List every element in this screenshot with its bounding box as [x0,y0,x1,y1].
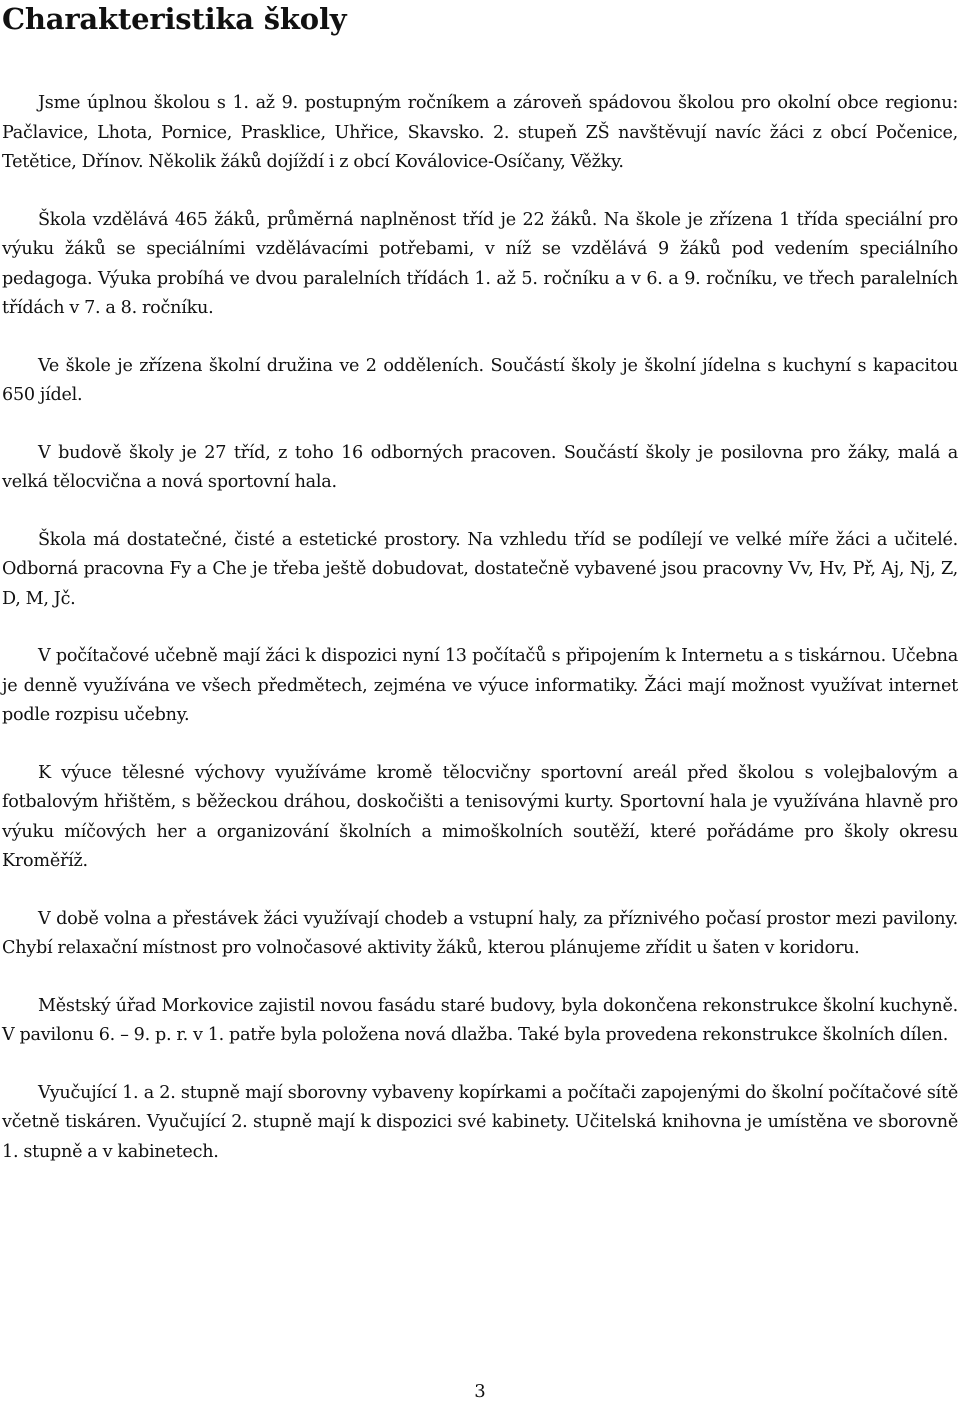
page-number: 3 [474,1381,486,1402]
paragraph-building: V budově školy je 27 tříd, z toho 16 odborných pracoven. Součástí školy je posilovna pro žáky, malá a velká tělocvična a nová sportovní hala. [2,442,958,492]
paragraph-pupils: Škola vzdělává 465 žáků, průměrná naplněnost tříd je 22 žáků. Na škole je zřízena 1 třída speciální pro výuku žáků se speciálními vzdělávacími potřebami, v níž se vzdělává 9 žáků pod vedením speciálního pedagoga. Výuka probíhá ve dvou paralelních třídách 1. až 5. ročníku a v 6. a 9. ročníku, ve třech paralelních třídách v 7. a 8. ročníku. [2,209,958,318]
body-text [2,89,958,1167]
paragraph-computer-room: V počítačové učebně mají žáci k dispozici nyní 13 počítačů s připojením k Internetu a s tiskárnou. Učebna je denně využívána ve všech předmětech, zejména ve výuce informatiky. Žáci mají možnost využívat internet podle rozpisu učebny. [2,646,958,725]
paragraph-breaks: V době volna a přestávek žáci využívají chodeb a vstupní haly, za příznivého počasí prostor mezi pavilony. Chybí relaxační místnost pro volnočasové aktivity žáků, kterou plánujeme zřídit u šaten v koridoru. [2,908,958,958]
document-page [2,0,958,1195]
paragraph-school-type: Jsme úplnou školou s 1. až 9. postupným ročníkem a zároveň spádovou školou pro okolní obce regionu: Pačlavice, Lhota, Pornice, Prasklice, Uhřice, Skavsko. 2. stupeň ZŠ navštěvují navíc žáci z obcí Počenice, Tetětice, Dřínov. Několik žáků dojíždí i z obcí Koválovice-Osíčany, Věžky. [2,93,958,172]
paragraph-reconstruction: Městský úřad Morkovice zajistil novou fasádu staré budovy, byla dokončena rekonstrukce školní kuchyně. V pavilonu 6. – 9. p. r. v 1. patře byla položena nová dlažba. Také byla provedena rekonstrukce školních dílen. [2,995,958,1045]
paragraph-sports: K výuce tělesné výchovy využíváme kromě tělocvičny sportovní areál před školou s volejbalovým a fotbalovým hřištěm, s běžeckou dráhou, doskočišti a tenisovými kurty. Sportovní hala je využívána hlavně pro výuku míčových her a organizování školních a mimoškolních soutěží, které pořádáme pro školy okresu Kroměříž. [2,762,958,871]
paragraph-after-school-club: Ve škole je zřízena školní družina ve 2 odděleních. Součástí školy je školní jídelna s kuchyní s kapacitou 650 jídel. [2,355,958,405]
paragraph-staff-rooms: Vyučující 1. a 2. stupně mají sborovny vybaveny kopírkami a počítači zapojenými do školní počítačové sítě včetně tiskáren. Vyučující 2. stupně mají k dispozici své kabinety. Učitelská knihovna je umístěna ve sborovně 1. stupně a v kabinetech. [2,1082,958,1162]
page-title: Charakteristika školy [2,2,347,36]
paragraph-premises: Škola má dostatečné, čisté a estetické prostory. Na vzhledu tříd se podílejí ve velké míře žáci a učitelé. Odborná pracovna Fy a Che je třeba ještě dobudovat, dostatečně vybavené jsou pracovny Vv, Hv, Př, Aj, Nj, Z, D, M, Jč. [2,529,958,609]
